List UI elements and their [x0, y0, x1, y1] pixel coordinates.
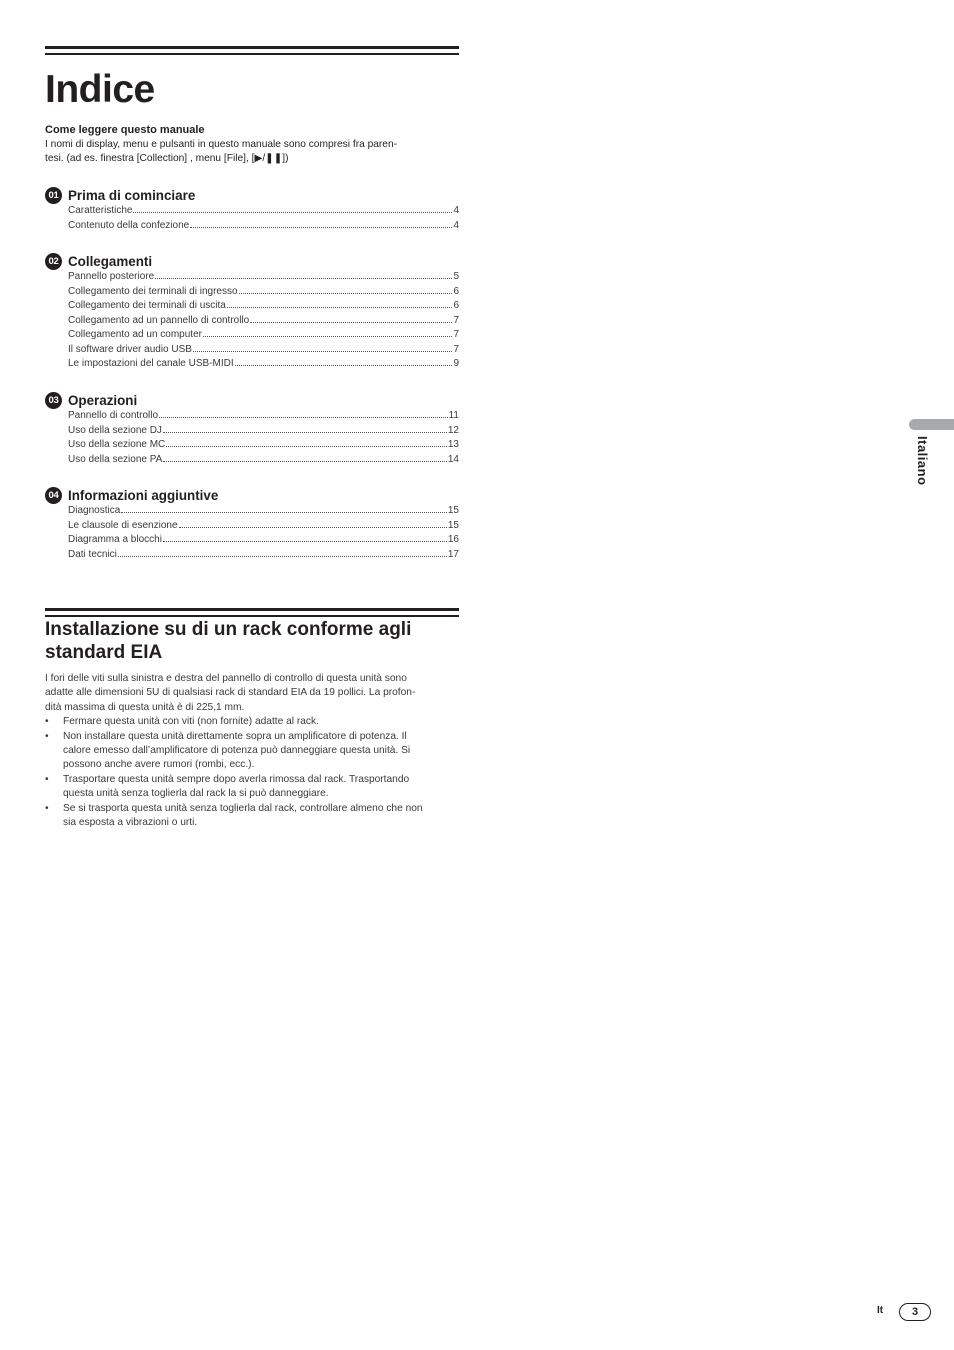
- toc-entry[interactable]: [68, 438, 459, 453]
- toc-entry-label: Collegamento dei terminali di ingresso: [68, 285, 238, 297]
- toc-entry[interactable]: [68, 504, 459, 519]
- toc-entry[interactable]: [68, 204, 459, 219]
- toc-entry-page: 5: [453, 271, 459, 282]
- toc-entry-label: Pannello posteriore: [68, 271, 155, 282]
- dot-leader: [193, 351, 452, 352]
- toc-entry-list: [45, 409, 459, 467]
- toc-entry-page: 17: [447, 548, 459, 560]
- toc-entry-list: [45, 270, 459, 372]
- toc-entry-page: 9: [453, 358, 459, 369]
- toc-entry-label: Il software driver audio USB: [68, 343, 192, 355]
- language-tab: [909, 419, 954, 430]
- toc-entry[interactable]: [68, 270, 459, 285]
- dot-leader: [163, 461, 447, 462]
- toc-entry[interactable]: [68, 285, 459, 300]
- chapter-number-badge: 04: [45, 487, 62, 504]
- paragraph-line: I fori delle viti sulla sinistra e destra del pannello di controllo di questa unità sono: [45, 673, 407, 684]
- toc-section-heading: [45, 186, 459, 204]
- toc-entry[interactable]: [68, 409, 459, 424]
- toc-entry[interactable]: [68, 219, 459, 234]
- toc-entry-label: Pannello di controllo: [68, 410, 159, 421]
- bullet-icon: •: [45, 716, 49, 728]
- dot-leader: [190, 227, 452, 228]
- toc-entry-label: Dati tecnici: [68, 548, 117, 560]
- toc-entry-label: Collegamento ad un pannello di controllo: [68, 314, 250, 326]
- bullet-icon: •: [45, 802, 49, 814]
- bullet-line: Non installare questa unità direttamente sopra un amplificatore di potenza. Il: [63, 730, 407, 742]
- chapter-number-badge: 03: [45, 392, 62, 409]
- toc-section: [45, 391, 459, 467]
- footer-language-code: It: [877, 1305, 884, 1316]
- bullet-line: Trasportare questa unità sempre dopo averla rimossa dal rack. Trasportando: [63, 773, 410, 785]
- intro-line: I nomi di display, menu e pulsanti in questo manuale sono compresi fra paren-: [45, 138, 398, 150]
- toc-section: [45, 486, 459, 562]
- toc-entry-label: Collegamento dei terminali di uscita: [68, 300, 226, 311]
- dot-leader: [121, 512, 447, 513]
- toc-entry-label: Le impostazioni del canale USB-MIDI: [68, 358, 234, 369]
- dot-leader: [118, 556, 447, 557]
- dot-leader: [133, 212, 452, 213]
- chapter-number-badge: 01: [45, 187, 62, 204]
- toc-entry[interactable]: [68, 357, 459, 372]
- language-label: Italiano: [915, 436, 930, 486]
- toc-entry-label: Uso della sezione DJ: [68, 424, 162, 436]
- paragraph-line: adatte alle dimensioni 5U di qualsiasi rack di standard EIA da 19 pollici. La profon-: [45, 687, 416, 699]
- list-item: [45, 802, 457, 831]
- toc-entry[interactable]: [68, 343, 459, 358]
- list-item: [45, 773, 457, 802]
- toc-entry-list: [45, 504, 459, 562]
- bullet-line: sia esposta a vibrazioni o urti.: [63, 817, 198, 829]
- toc-entry[interactable]: [68, 533, 459, 548]
- toc-entry-page: 14: [447, 453, 459, 465]
- bullet-icon: •: [45, 730, 49, 742]
- page-title: Indice: [45, 68, 155, 111]
- rack-paragraph: [45, 672, 457, 715]
- toc-entry[interactable]: [68, 519, 459, 534]
- rack-title-line1: Installazione su di un rack conforme agli: [45, 619, 412, 640]
- toc-entry-page: 13: [447, 439, 459, 450]
- rack-bullet-list: [45, 715, 457, 830]
- rack-title-line2: standard EIA: [45, 642, 163, 663]
- paragraph-line: dità massima di questa unità è di 225,1 mm.: [45, 701, 245, 713]
- dot-leader: [163, 541, 447, 542]
- list-item: [45, 730, 457, 773]
- toc-entry-label: Uso della sezione MC: [68, 439, 166, 450]
- dot-leader: [235, 365, 453, 366]
- toc-entry-page: 12: [447, 424, 459, 436]
- intro-line: tesi. (ad es. finestra [Collection] , menu [File], [▶/❚❚]): [45, 153, 289, 164]
- dot-leader: [163, 432, 447, 433]
- toc-entry[interactable]: [68, 328, 459, 343]
- dot-leader: [203, 336, 452, 337]
- toc-section: [45, 186, 459, 233]
- dot-leader: [250, 322, 452, 323]
- toc-entry[interactable]: [68, 453, 459, 468]
- toc-entry-label: Le clausole di esenzione: [68, 519, 178, 531]
- chapter-title: Informazioni aggiuntive: [68, 487, 219, 503]
- toc-entry-label: Contenuto della confezione: [68, 219, 190, 231]
- toc-entry-list: [45, 204, 459, 233]
- bullet-line: questa unità senza toglierla dal rack la si può danneggiare.: [63, 788, 329, 800]
- toc-section: [45, 252, 459, 372]
- title-rule: [45, 46, 459, 55]
- dot-leader: [239, 293, 453, 294]
- dot-leader: [159, 417, 448, 418]
- page-number: 3: [911, 1306, 919, 1318]
- toc-entry[interactable]: [68, 548, 459, 563]
- toc-section-heading: [45, 252, 459, 270]
- list-item: [45, 715, 457, 729]
- toc-entry-page: 15: [447, 519, 459, 531]
- bullet-line: Se si trasporta questa unità senza toglierla dal rack, controllare almeno che non: [63, 802, 423, 814]
- toc-entry-page: 16: [447, 534, 459, 545]
- toc-entry-page: 15: [447, 505, 459, 516]
- toc-entry-page: 7: [453, 314, 459, 326]
- toc-section-heading: [45, 391, 459, 409]
- chapter-title: Collegamenti: [68, 253, 153, 269]
- section-rule: [45, 608, 459, 617]
- toc-entry-page: 4: [453, 219, 459, 231]
- toc-entry[interactable]: [68, 314, 459, 329]
- dot-leader: [155, 278, 452, 279]
- toc-entry-page: 7: [453, 343, 459, 355]
- toc-entry-label: Collegamento ad un computer: [68, 329, 202, 340]
- bullet-line: calore emesso dall’amplificatore di potenza può danneggiare questa unità. Si: [63, 745, 411, 757]
- bullet-line: Fermare questa unità con viti (non fornite) adatte al rack.: [63, 716, 319, 728]
- toc-entry[interactable]: [68, 424, 459, 439]
- dot-leader: [166, 446, 447, 447]
- toc-entry-page: 6: [453, 300, 459, 311]
- dot-leader: [179, 527, 447, 528]
- rack-body: [45, 672, 457, 830]
- chapter-title: Prima di cominciare: [68, 187, 196, 203]
- toc-entry-label: Caratteristiche: [68, 205, 133, 216]
- bullet-icon: •: [45, 773, 49, 785]
- toc-entry-label: Uso della sezione PA: [68, 453, 163, 465]
- toc-entry-label: Diagramma a blocchi: [68, 534, 162, 545]
- intro: [45, 123, 459, 167]
- bullet-line: possono anche avere rumori (rombi, ecc.).: [63, 759, 255, 771]
- toc-entry-page: 6: [453, 285, 459, 297]
- chapter-title: Operazioni: [68, 392, 138, 408]
- chapter-number-badge: 02: [45, 253, 62, 270]
- toc-entry[interactable]: [68, 299, 459, 314]
- toc-entry-page: 4: [453, 205, 459, 216]
- toc-entry-page: 7: [453, 329, 459, 340]
- toc-entry-page: 11: [448, 410, 459, 421]
- toc-entry-label: Diagnostica: [68, 505, 121, 516]
- toc-section-heading: [45, 486, 459, 504]
- dot-leader: [227, 307, 453, 308]
- page-number-badge: [899, 1303, 931, 1321]
- rack-section-title: [45, 618, 459, 664]
- intro-heading: Come leggere questo manuale: [45, 124, 205, 136]
